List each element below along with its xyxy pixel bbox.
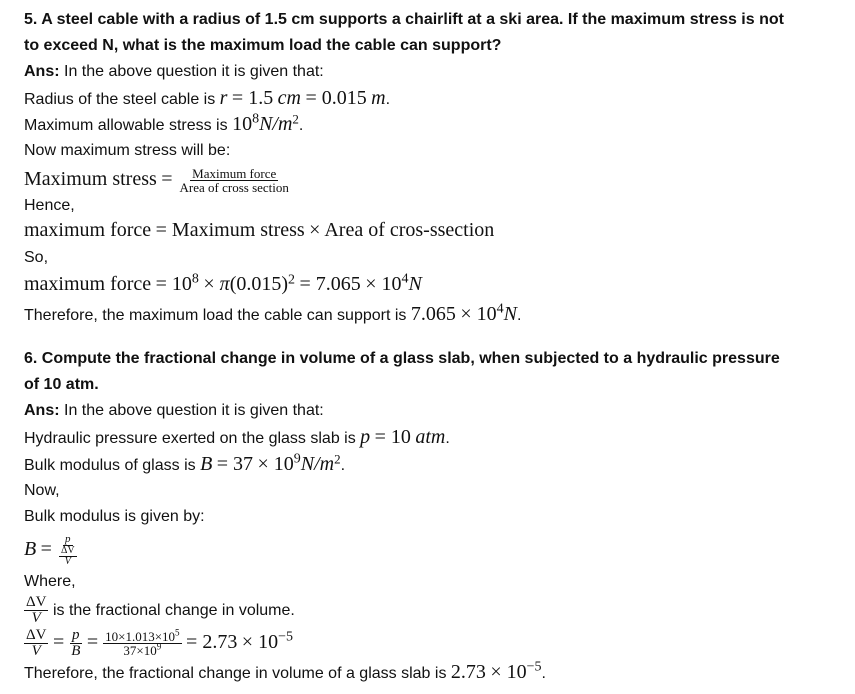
q6-calc-num: 10×1.013×10	[105, 629, 176, 645]
q5-eq3-exp: 8	[191, 271, 199, 287]
q6-answer-intro	[24, 401, 324, 421]
q5-answer-intro	[24, 62, 324, 82]
q5-conclusion-text: Therefore, the maximum load the cable can support is	[24, 307, 407, 324]
q5-hence-text: Hence,	[24, 197, 75, 214]
q5-eq2-rhs2: Area of cros-ssection	[324, 219, 495, 241]
q5-eq3-lhs: maximum force	[24, 273, 152, 295]
q5-equation-stress: Maximum stress = $\frac{\text{Maximum force}}{\text{Area of cross section}}$	[24, 166, 289, 196]
q6-pressure-text: Hydraulic pressure exerted on the glass slab is	[24, 430, 356, 447]
q5-eq2-rhs: Maximum stress	[171, 219, 305, 241]
q6-where-text: Where,	[24, 573, 76, 590]
q6-calc-result-base: 10	[258, 631, 279, 653]
q5-ans-intro: In the above question it is given that:	[64, 63, 324, 80]
q6-formula-numerator: p	[65, 533, 71, 546]
q6-question-line1: 6. Compute the fractional change in volume of a glass slab, when subjected to a hydraulic pressure	[24, 350, 780, 367]
q5-conclusion-unit: N	[503, 303, 517, 325]
q5-eq1-numerator: Maximum force	[192, 166, 277, 182]
q6-bulk-exp: 9	[293, 451, 301, 467]
q5-equation-calc: maximum force = $10^8 \times \pi(0.015)^2 = 7.065 \times 10^4N$	[24, 271, 422, 295]
q6-conclusion-base: 10	[506, 661, 527, 683]
q6-ans-label: Ans:	[24, 402, 60, 419]
q5-stress-exp: 8	[252, 111, 260, 127]
q5-eq3-base: 10	[171, 273, 192, 295]
q5-eq2-lhs: maximum force	[24, 219, 152, 241]
q6-bulk-formula: B = $\frac{p}{\frac{\Delta V}{V}}$	[24, 528, 79, 572]
q6-conclusion-text: Therefore, the fractional change in volume of a glass slab is	[24, 665, 447, 682]
q5-stress-unit-exp: 2	[292, 111, 299, 127]
q5-stress-text: Maximum allowable stress is	[24, 117, 228, 134]
q6-calc-pb-fraction	[69, 628, 82, 659]
q5-conclusion-value: 7.065	[410, 303, 456, 325]
q6-pressure-line: Hydraulic pressure exerted on the glass slab is p = 10 atm.	[24, 426, 450, 448]
q6-formula-inner-num: ΔV	[60, 545, 75, 557]
q5-eq1-denominator: Area of cross section	[179, 180, 289, 196]
q5-question-line2: to exceed N, what is the maximum load the cable can support?	[24, 37, 502, 54]
q5-stress-unit: N/m	[259, 113, 293, 135]
q6-bulk-var: B	[200, 453, 213, 475]
q6-question-line2: of 10 atm.	[24, 376, 99, 393]
q5-eq3-unit: N	[408, 273, 422, 295]
q6-bulk-value: 37	[233, 453, 254, 475]
q5-radius-line: Radius of the steel cable is r = 1.5 cm = 0.015 m.	[24, 87, 391, 109]
q6-calc-den-exp: 9	[156, 641, 162, 652]
q6-bulk-unit-exp: 2	[334, 451, 341, 467]
q6-calc-result-exp: −5	[278, 629, 293, 645]
q5-eq3-pi: π	[219, 273, 230, 295]
q6-calc-result: 2.73	[202, 631, 238, 653]
q5-eq3-result-base: 10	[381, 273, 402, 295]
q6-conclusion: Therefore, the fractional change in volume of a glass slab is $2.73 \times 10^{-5}$.	[24, 659, 546, 683]
q6-calc-den: 37×10	[123, 643, 157, 659]
q6-formula-inner-fraction	[59, 546, 77, 567]
q6-calc-lhs-den: V	[31, 643, 41, 660]
q6-formula-inner-den: V	[64, 556, 71, 568]
q5-conclusion: Therefore, the maximum load the cable can support is $7.065 \times 10^4N$.	[24, 301, 522, 325]
q5-eq1-fraction	[178, 167, 291, 194]
q6-calc-num-exp: 5	[175, 627, 180, 638]
q6-bulk-line: Bulk modulus of glass is $B = 37 \times 10^9N/m^2$.	[24, 451, 346, 475]
q6-bulk-base: 10	[273, 453, 294, 475]
q5-ans-label: Ans:	[24, 63, 60, 80]
q5-so-text: So,	[24, 249, 49, 266]
q6-frac-desc: is the fractional change in volume.	[52, 602, 295, 619]
q6-calc-p: p	[72, 627, 80, 644]
q6-conclusion-exp: −5	[526, 659, 542, 675]
q5-now-text: Now maximum stress will be:	[24, 142, 231, 159]
q6-frac-den: V	[31, 610, 41, 627]
q5-eq1-lhs: Maximum stress	[24, 168, 157, 190]
q5-equation-force: maximum force = Maximum stress × Area of cros-ssection	[24, 219, 495, 241]
q5-conclusion-exp: 4	[496, 301, 504, 317]
q6-pressure-unit: atm	[415, 426, 446, 448]
q6-bulk-text: Bulk modulus of glass is	[24, 457, 196, 474]
q5-radius-value: 1.5	[248, 87, 274, 109]
q6-calc-lhs-fraction	[24, 628, 48, 659]
q5-radius-text: Radius of the steel cable is	[24, 91, 216, 108]
q6-formula-fraction	[57, 534, 79, 567]
q6-formula-lhs: B	[24, 538, 37, 560]
q5-stress-base: 10	[232, 113, 253, 135]
q6-calc-lhs-num: ΔV	[26, 627, 47, 644]
q6-pressure-value: 10	[390, 426, 411, 448]
q5-eq3-result-exp: 4	[401, 271, 409, 287]
q6-frac-num: ΔV	[26, 594, 47, 611]
q6-now-text: Now,	[24, 482, 60, 499]
q6-pressure-var: p	[360, 426, 371, 448]
q6-ans-intro: In the above question it is given that:	[64, 402, 324, 419]
q5-eq3-paren-exp: 2	[288, 272, 296, 288]
q5-stress-line: Maximum allowable stress is $10^8N/m^2$.	[24, 111, 304, 135]
q5-radius-var: r	[219, 87, 228, 109]
q5-radius-unit: cm	[277, 87, 301, 109]
q6-frac-def	[24, 595, 48, 626]
q6-calculation: $\frac{\Delta V}{V}$ = $\frac{p}{B}$ = $\frac{10\times 1.013\times 10^5}{37\times 10^9}$ = $2.73 \times 10^{-5}$	[26, 627, 293, 660]
q5-conclusion-base: 10	[476, 303, 497, 325]
q6-bulk-given-text: Bulk modulus is given by:	[24, 508, 205, 525]
q5-question-line1: 5. A steel cable with a radius of 1.5 cm supports a chairlift at a ski area. If the maximum stress is not	[24, 11, 784, 28]
q5-eq3-paren: (0.015)	[229, 273, 289, 295]
q6-calc-value-fraction	[103, 627, 181, 659]
q6-bulk-unit: N/m	[300, 453, 335, 475]
q5-eq3-result: 7.065	[315, 273, 361, 295]
q6-calc-B: B	[71, 643, 81, 660]
q6-fraction-def	[24, 594, 295, 628]
q5-radius-si: 0.015	[321, 87, 367, 109]
q6-conclusion-value: 2.73	[450, 661, 486, 683]
q5-radius-si-unit: m	[371, 87, 386, 109]
